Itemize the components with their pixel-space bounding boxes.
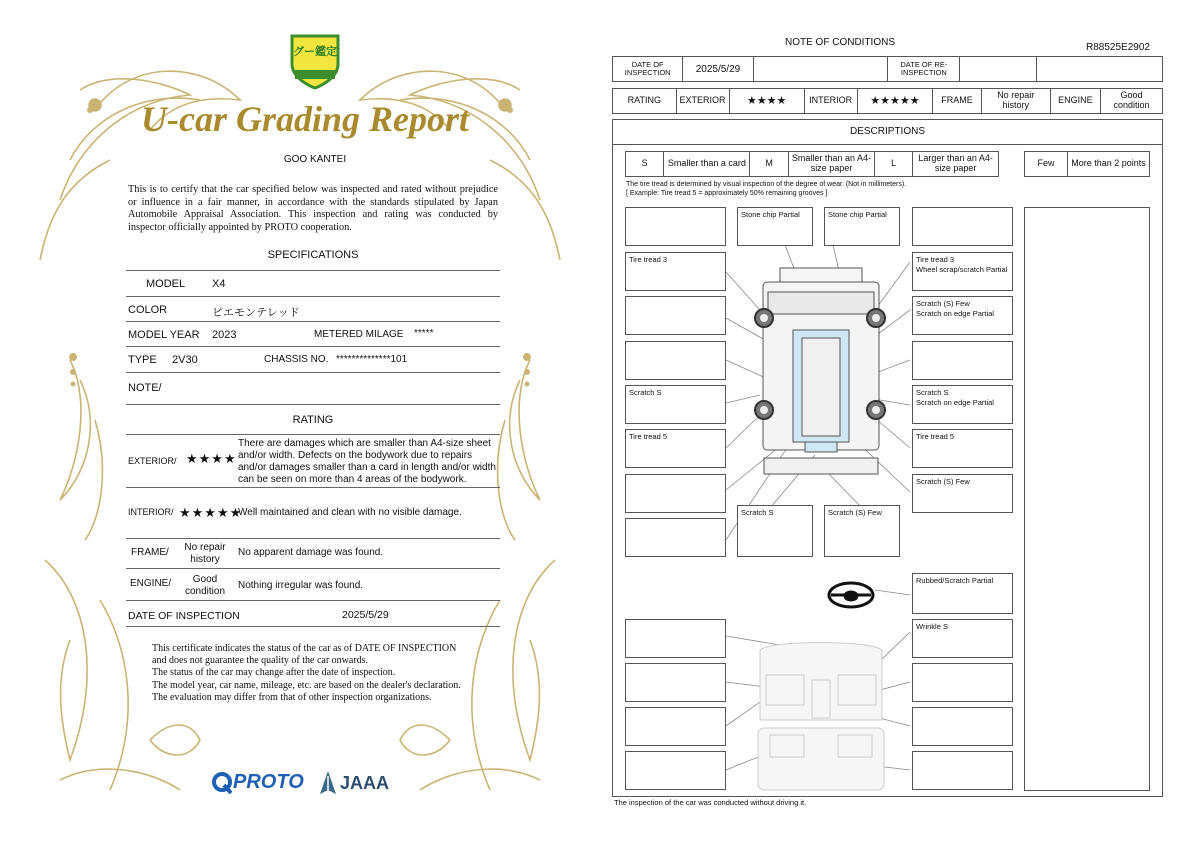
steering-wheel-icon — [829, 583, 873, 607]
date-of-reinspection-label: DATE OF RE-INSPECTION — [888, 57, 960, 82]
frame-label: FRAME/ — [131, 547, 169, 558]
proto-logo: PROTO — [212, 770, 312, 796]
condition-box-l4 — [625, 341, 726, 380]
legend-few-text: More than 2 points — [1068, 152, 1150, 177]
exterior-description: There are damages which are smaller than A4-size sheet and/or width. Defects on the bodywork due to repairs and/or damages smaller than a card in length and/or width can be seen on more than 4 areas of the bodywork. — [238, 438, 496, 485]
color-label: COLOR — [128, 304, 168, 316]
condition-box-top-right: Stone chip Partial — [824, 207, 900, 246]
condition-box-r2: Tire tread 3 Wheel scrap/scratch Partial — [912, 252, 1013, 291]
type-value: 2V30 — [172, 354, 198, 366]
interior-label: INTERIOR — [804, 89, 857, 114]
interior-box-r1: Wrinkle S — [912, 619, 1013, 658]
interior-stars: ★★★★★ — [179, 505, 243, 520]
condition-box-bottom-right: Scratch (S) Few — [824, 505, 900, 557]
reference-number: R88525E2902 — [1086, 42, 1150, 53]
legend-s-text: Smaller than a card — [664, 152, 750, 177]
conditions-title: NOTE OF CONDITIONS — [785, 37, 895, 48]
specifications-heading: SPECIFICATIONS — [267, 249, 359, 261]
model-value: X4 — [212, 278, 226, 290]
condition-box-r7: Scratch (S) Few — [912, 474, 1013, 513]
interior-label: INTERIOR/ — [128, 507, 174, 517]
condition-box-r1 — [912, 207, 1013, 246]
condition-box-l8 — [625, 518, 726, 557]
interior-description: Well maintained and clean with no visible damage. — [238, 507, 462, 518]
model-year-label: MODEL YEAR — [128, 329, 200, 341]
date-of-inspection-value: 2025/5/29 — [683, 57, 753, 82]
legend-m: M — [750, 152, 788, 177]
legend-few: Few — [1025, 152, 1068, 177]
jaaa-emblem-icon — [318, 770, 338, 796]
interior-box-l2 — [625, 663, 726, 702]
goo-kantei-badge: グー鑑定 — [288, 30, 342, 92]
engine-value: Good condition — [1101, 89, 1163, 114]
frame-value: No repair history — [981, 89, 1050, 114]
mileage-label: METERED MILAGE — [314, 329, 404, 340]
report-title: U-car Grading Report — [140, 99, 469, 139]
condition-box-l6: Tire tread 5 — [625, 429, 726, 468]
condition-box-l2: Tire tread 3 — [625, 252, 726, 291]
condition-box-r3: Scratch (S) Few Scratch on edge Partial — [912, 296, 1013, 335]
condition-box-l5: Scratch S — [625, 385, 726, 424]
rating-label: RATING — [613, 89, 677, 114]
interior-box-l1 — [625, 619, 726, 658]
condition-box-l7 — [625, 474, 726, 513]
condition-box-l3 — [625, 296, 726, 335]
frame-value: No repair history — [184, 542, 226, 565]
condition-box-r4 — [912, 341, 1013, 380]
interior-box-r4 — [912, 751, 1013, 790]
exterior-stars: ★★★★ — [186, 451, 237, 466]
frame-description: No apparent damage was found. — [238, 547, 384, 558]
frame-label: FRAME — [933, 89, 981, 114]
mileage-value: ***** — [414, 328, 434, 339]
proto-q-icon — [212, 772, 232, 794]
model-year-value: 2023 — [212, 329, 237, 341]
interior-stars: ★★★★★ — [857, 89, 933, 114]
condition-box-r5: Scratch S Scratch on edge Partial — [912, 385, 1013, 424]
model-label: MODEL — [146, 278, 186, 290]
condition-box-steering: Rubbed/Scratch Partial — [912, 573, 1013, 614]
legend-l-text: Larger than an A4-size paper — [913, 152, 999, 177]
chassis-label: CHASSIS NO. — [264, 354, 329, 365]
rating-heading: RATING — [292, 414, 334, 426]
legend-l: L — [875, 152, 913, 177]
interior-box-r2 — [912, 663, 1013, 702]
exterior-label: EXTERIOR — [676, 89, 729, 114]
car-top-view — [763, 268, 879, 474]
date-of-inspection-value: 2025/5/29 — [342, 609, 389, 621]
note-label: NOTE/ — [128, 382, 162, 394]
report-subtitle: GOO KANTEI — [283, 154, 347, 165]
condition-box-r6: Tire tread 5 — [912, 429, 1013, 468]
engine-value: Good condition — [184, 574, 226, 597]
exterior-stars: ★★★★ — [729, 89, 804, 114]
legend-s: S — [626, 152, 664, 177]
interior-box-l4 — [625, 751, 726, 790]
engine-description: Nothing irregular was found. — [238, 580, 364, 591]
type-label: TYPE — [128, 354, 157, 366]
jaaa-logo: JAAA — [318, 770, 398, 796]
condition-box-bottom-left: Scratch S — [737, 505, 813, 557]
certification-statement: This is to certify that the car specified below was inspected and rated without prejudice or influence in a fair manner, in accordance with the standards stipulated by Japan Automobile Appraisal Association. This inspection and rating was conducted by inspector officially appointed by PROTO cooperation. — [128, 184, 498, 233]
color-value: ピエモンテレッド — [212, 307, 300, 319]
interior-box-r3 — [912, 707, 1013, 746]
condition-box-l1 — [625, 207, 726, 246]
certificate-disclaimer: This certificate indicates the status of the car as of DATE OF INSPECTION and does not guarantee the quality of the car onwards. The status of the car may change after the date of inspection. The model year, car name, mileage, etc. are based on the dealer's declaration. The evaluation may differ from that of other inspection organizations. — [152, 643, 461, 703]
chassis-value: **************101 — [336, 354, 408, 365]
engine-label: ENGINE/ — [130, 578, 172, 589]
interior-box-l3 — [625, 707, 726, 746]
legend-m-text: Smaller than an A4-size paper — [788, 152, 874, 177]
condition-box-top-left: Stone chip Partial — [737, 207, 813, 246]
note-of-conditions — [600, 0, 1200, 848]
descriptions-heading: DESCRIPTIONS — [849, 126, 925, 137]
engine-label: ENGINE — [1050, 89, 1100, 114]
inspection-footer-note: The inspection of the car was conducted without driving it. — [614, 798, 807, 807]
exterior-label: EXTERIOR/ — [128, 456, 177, 466]
date-of-inspection-label: DATE OF INSPECTION — [128, 610, 240, 622]
tire-tread-note: The tire tread is determined by visual inspection of the degree of wear. (Not in millimeters). [ Example: Tire tread 5 = approximately 50% remaining grooves ] — [626, 181, 907, 197]
car-interior-view — [758, 643, 884, 791]
date-of-inspection-label: DATE OF INSPECTION — [613, 57, 683, 82]
